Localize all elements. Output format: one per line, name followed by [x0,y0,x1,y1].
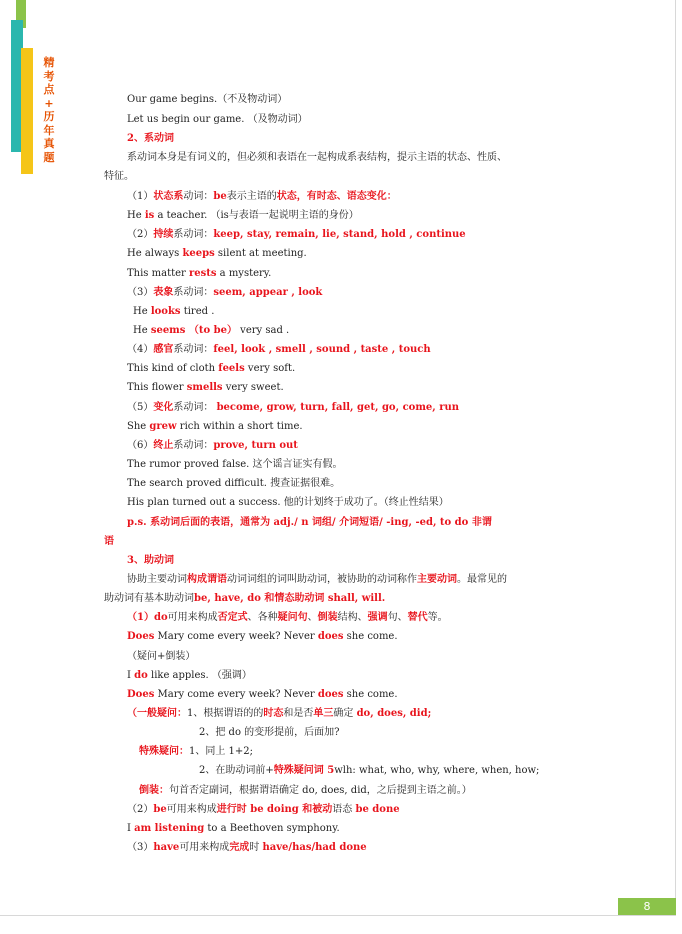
text-line [127,248,307,260]
highlight-text: am listening [134,823,205,834]
body-text: 可用来构成 [179,842,230,853]
highlight-text: 状态，有时态、语态变化： [276,191,397,202]
highlight-text: be [213,191,227,202]
body-text: a mystery. [216,268,272,279]
side-label-char: 考 [43,69,55,83]
text-line [127,651,195,663]
body-text: 、各种 [247,612,278,623]
text-line [127,363,295,375]
body-text: 动词词组的词叫助动词，被协助的动词称作 [227,574,417,585]
body-text: she come. [343,689,398,700]
text-line [127,229,466,241]
body-text: like apples. （强调） [147,670,252,681]
body-text: 结构、 [337,612,368,623]
highlight-text: （1） [127,612,154,623]
text-line [127,631,398,643]
text-line [127,268,271,280]
body-text: 、 [307,612,318,623]
text-line [127,574,507,586]
body-text: The rumor proved false. 这个谣言证实有假。 [127,459,343,470]
body-text: （2） [127,804,154,815]
body-text: This matter [127,268,189,279]
highlight-text: 持续 [153,229,174,240]
highlight-text: 主要动词 [417,574,457,585]
highlight-text: feel, look , smell , sound , taste , touch [213,344,431,355]
body-text: I [127,670,135,681]
text-line [199,765,539,777]
body-text: I [127,823,135,834]
body-text: His plan turned out a success. 他的计划终于成功了。（终止性结果） [127,497,449,508]
body-text: （4） [127,344,154,355]
text-line [139,746,253,758]
body-text: 2、在助动词前+ [199,765,274,776]
highlight-text: 2、系动词 [127,133,174,144]
body-text: 句、 [387,612,408,623]
body-text: 语态 [332,804,356,815]
text-line [127,689,398,701]
side-label-char: 历 [43,110,55,123]
body-text: （3） [127,842,154,853]
highlight-text: have [153,842,180,853]
body-text: （5） [127,402,154,413]
text-line [127,497,449,509]
highlight-text: 变化 [153,402,174,413]
text-line [127,823,340,835]
body-text: wlh: what, who, why, where, when, how; [334,765,540,776]
body-text: 系动词： [173,287,214,298]
highlight-text: do, does, did; [356,708,432,719]
highlight-text: 特殊疑问词 5 [273,765,335,776]
highlight-text: be [153,804,167,815]
body-text: very sad . [237,325,290,336]
highlight-text: 感官 [153,344,174,355]
body-text: a teacher. （is与表语一起说明主语的身份） [154,210,359,221]
body-text: 表示主语的 [226,191,277,202]
text-line [127,191,397,203]
text-line [127,708,431,720]
body-text: 1、根据谓语的的 [187,708,264,719]
body-text: （2） [127,229,154,240]
page-number: 8 [618,898,676,915]
highlight-text: become, grow, turn, fall, get, go, come, run [216,402,460,413]
side-label-char: 年 [43,123,55,137]
highlight-text: 语 [104,536,114,547]
text-line [104,536,114,548]
body-text: He [127,210,145,221]
highlight-text: p.s. 系动词后面的表语，通常为 adj./ n 词组/ 介词短语/ -ing, -ed, to do 非谓 [127,517,492,528]
side-label-char: 真 [43,137,55,150]
highlight-text: 强调 [367,612,388,623]
body-text: 。最常见的 [457,574,507,585]
highlight-text: Does [127,631,155,642]
body-text: very sweet. [222,382,284,393]
text-line [127,555,174,567]
highlight-text: prove, turn out [213,440,298,451]
text-line [104,171,134,183]
body-text: 可用来构成 [167,612,218,623]
text-line [127,517,492,529]
highlight-text: 特殊疑问： [139,746,189,757]
body-text: （疑问+倒装） [127,651,196,662]
body-text: 确定 [333,708,357,719]
body-text: 等。 [427,612,448,623]
body-text: 特征。 [104,171,134,182]
text-line [127,670,252,682]
text-line [127,842,367,854]
text-line [127,152,507,164]
body-text: This flower [127,382,187,393]
text-line [127,382,284,394]
body-text: Let us begin our game. （及物动词） [127,114,308,125]
highlight-text: Does [127,689,155,700]
highlight-text: 替代 [407,612,428,623]
highlight-text: 完成 [229,842,250,853]
highlight-text: 倒装： [139,785,169,796]
body-text: He [133,325,151,336]
body-text: 系动词： [173,229,214,240]
highlight-text: 3、助动词 [127,555,174,566]
body-text: 时 [249,842,263,853]
highlight-text: （一般疑问： [127,708,187,719]
text-line [133,325,289,337]
highlight-text: have/has/had done [262,842,367,853]
body-text: 系动词： [173,344,214,355]
highlight-text: keeps [182,248,215,259]
highlight-text: be, have, do 和情态助动词 shall, will. [194,593,386,604]
highlight-text: keep, stay, remain, lie, stand, hold , continue [213,229,466,240]
body-text: she come. [343,631,398,642]
text-line [127,612,448,624]
highlight-text: be done [355,804,400,815]
text-line [199,727,340,739]
text-line [127,804,400,816]
body-text: to a Beethoven symphony. [204,823,340,834]
highlight-text: do [153,612,168,623]
highlight-text: 疑问句 [277,612,308,623]
body-text: The search proved difficult. 搜查证据很难。 [127,478,341,489]
body-text: She [127,421,150,432]
body-text: 可用来构成 [166,804,217,815]
highlight-text: seems （to be） [150,325,237,336]
side-label-char: 题 [43,150,55,164]
highlight-text: seem, appear , look [213,287,323,298]
body-text: He [133,306,151,317]
side-label-char: 精 [43,56,55,69]
body-text: 系动词： [173,402,217,413]
body-text: Mary come every week? Never [154,631,318,642]
text-line [127,459,343,471]
highlight-text: does [317,631,344,642]
highlight-text: grew [149,421,177,432]
body-text: 协助主要动词 [127,574,187,585]
body-text: （3） [127,287,154,298]
highlight-text: does [317,689,344,700]
body-text: Our game begins.（不及物动词） [127,94,288,105]
highlight-text: 时态 [263,708,284,719]
highlight-text: 否定式 [217,612,248,623]
highlight-text: do [134,670,148,681]
highlight-text: 倒装 [317,612,338,623]
side-section-label [41,56,57,164]
highlight-text: 终止 [153,440,174,451]
body-text: 系动词本身是有词义的，但必须和表语在一起构成系表结构，提示主语的状态、性质、 [127,152,507,163]
body-text: 2、把 do 的变形提前，后面加? [199,727,340,738]
body-text: 系动词： [173,440,214,451]
text-line [127,344,431,356]
text-line [127,478,340,490]
body-text: 和是否 [283,708,314,719]
text-line [127,94,287,106]
body-text: 句首否定副词，根据谓语确定 do, does, did，之后提到主语之前。） [169,785,472,796]
body-text: 助动词有基本助动词 [104,593,194,604]
body-text: rich within a short time. [176,421,303,432]
text-line [139,785,472,797]
text-line [104,593,385,605]
side-label-char: 点 [43,83,55,96]
highlight-text: smells [186,382,223,393]
body-text: 动词： [183,191,214,202]
highlight-text: 表象 [153,287,174,298]
highlight-text: is [144,210,155,221]
highlight-text: feels [218,363,245,374]
body-text: 1、同上 1+2; [189,746,254,757]
highlight-text: 单三 [313,708,334,719]
highlight-text: looks [150,306,181,317]
body-text: This kind of cloth [127,363,219,374]
highlight-text: rests [188,268,217,279]
text-line [127,402,459,414]
side-label-char: + [44,96,54,110]
highlight-text: 进行时 be doing 和被动 [216,804,333,815]
text-line [133,306,214,318]
highlight-text: 构成谓语 [187,574,227,585]
text-line [127,210,359,222]
text-line [127,133,174,145]
body-text: tired . [180,306,215,317]
body-text: （1） [127,191,154,202]
body-text: Mary come every week? Never [154,689,318,700]
text-line [127,114,308,126]
decorative-yellow-bar [21,48,33,174]
body-text: （6） [127,440,154,451]
text-line [127,421,303,433]
body-text: very soft. [244,363,296,374]
text-line [127,440,298,452]
body-text: silent at meeting. [214,248,307,259]
body-text: He always [127,248,183,259]
text-line [127,287,322,299]
highlight-text: 状态系 [153,191,184,202]
